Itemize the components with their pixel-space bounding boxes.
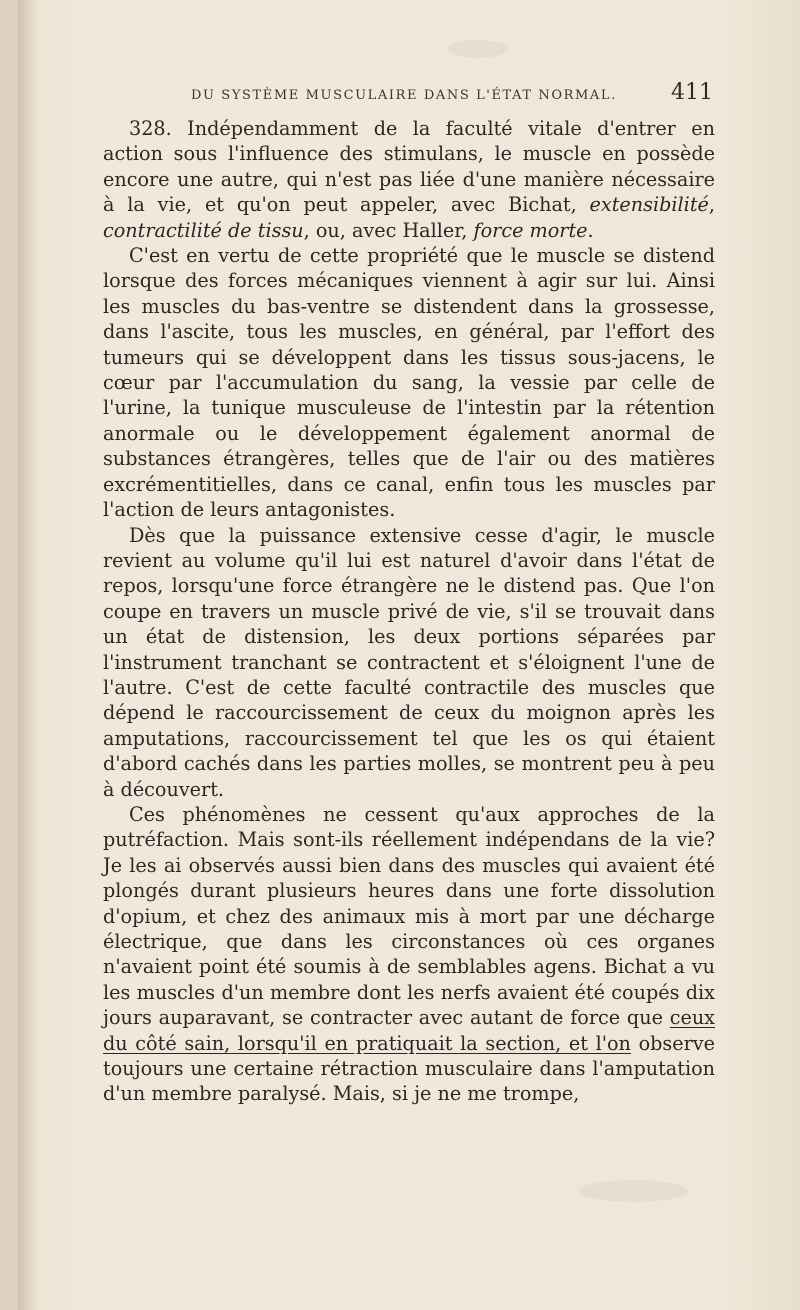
paragraph-text: . [587, 218, 594, 242]
running-title: DU SYSTÈME MUSCULAIRE DANS L'ÉTAT NORMAL. [191, 88, 617, 103]
page-fold-shadow [18, 0, 38, 1310]
paragraph-text: , [708, 193, 715, 217]
paragraph-328 [103, 116, 715, 243]
paragraph-distension: C'est en vertu de cette propriété que le muscle se distend lorsque des forces mécaniques viennent à agir sur lui. Ainsi les muscles du bas-ventre se distendent dans la grossesse, dans l'ascite, tous les muscles, en général, par l'effort des tumeurs qui se développent dans les tissus sous-jacens, le cœur par l'accumulation du sang, la vessie par celle de l'urine, la tunique musculeuse de l'intestin par la rétention anormale ou le développement également anormal de substances étrangères, telles que de l'air ou des matières excrémentitielles, dans ce canal, enfin tous les muscles par l'action de leurs antagonistes. [103, 244, 715, 522]
paragraph-text: 328. Indépendamment de la faculté vitale d'entrer en action sous l'influence des stimulans, le muscle en possède encore une autre, qui n'est pas liée d'une manière nécessaire à la vie, et qu'on peut appeler, avec Bichat, [103, 117, 715, 217]
underlined-passage: ceux du côté sain, lorsqu'il en pratiquait la section, et l'on [103, 1006, 715, 1055]
paragraph-text: observe toujours une certaine rétraction musculaire dans l'amputation d'un membre paralysé. Mais, si je ne me trompe, [103, 1031, 715, 1106]
paragraph-phenomenes [103, 802, 715, 1107]
paper-stain [578, 1180, 688, 1202]
running-head [173, 80, 713, 108]
paragraph-retour: Dès que la puissance extensive cesse d'agir, le muscle revient au volume qu'il lui est naturel d'avoir dans l'état de repos, lorsqu'une force étrangère ne le distend pas. Que l'on coupe en travers un muscle privé de vie, s'il se trouvait dans un état de distension, les deux portions séparées par l'instrument tranchant se contractent et s'éloignent l'une de l'autre. C'est de cette faculté contractile des muscles que dépend le raccourcissement de ceux du moignon après les amputations, raccourcissement tel que les os qui étaient d'abord cachés dans les parties molles, se montrent peu à peu à découvert. [103, 523, 715, 801]
italic-term-contractilite: contractilité de tissu [103, 218, 304, 242]
body-text [103, 116, 715, 1107]
paragraph-text: , ou, avec Haller, [303, 218, 474, 242]
paragraph-text: Ces phénomènes ne cessent qu'aux approches de la putréfaction. Mais sont-ils réellement indépendans de la vie? Je les ai observés aussi bien dans des muscles qui avaient été plongés durant plusieurs heures dans une forte dissolution d'opium, et chez des animaux mis à mort par une décharge électrique, que dans les circonstances où ces organes n'avaient point été soumis à de semblables agens. Bichat a vu les muscles d'un membre dont les nerfs avaient été coupés dix jours auparavant, se contracter avec autant de force que [103, 802, 715, 1030]
paper-stain [448, 40, 508, 58]
book-page [18, 0, 800, 1310]
page-number: 411 [671, 80, 713, 105]
italic-term-force-morte: force morte [473, 218, 588, 242]
italic-term-extensibilite: extensibilité [589, 193, 709, 217]
